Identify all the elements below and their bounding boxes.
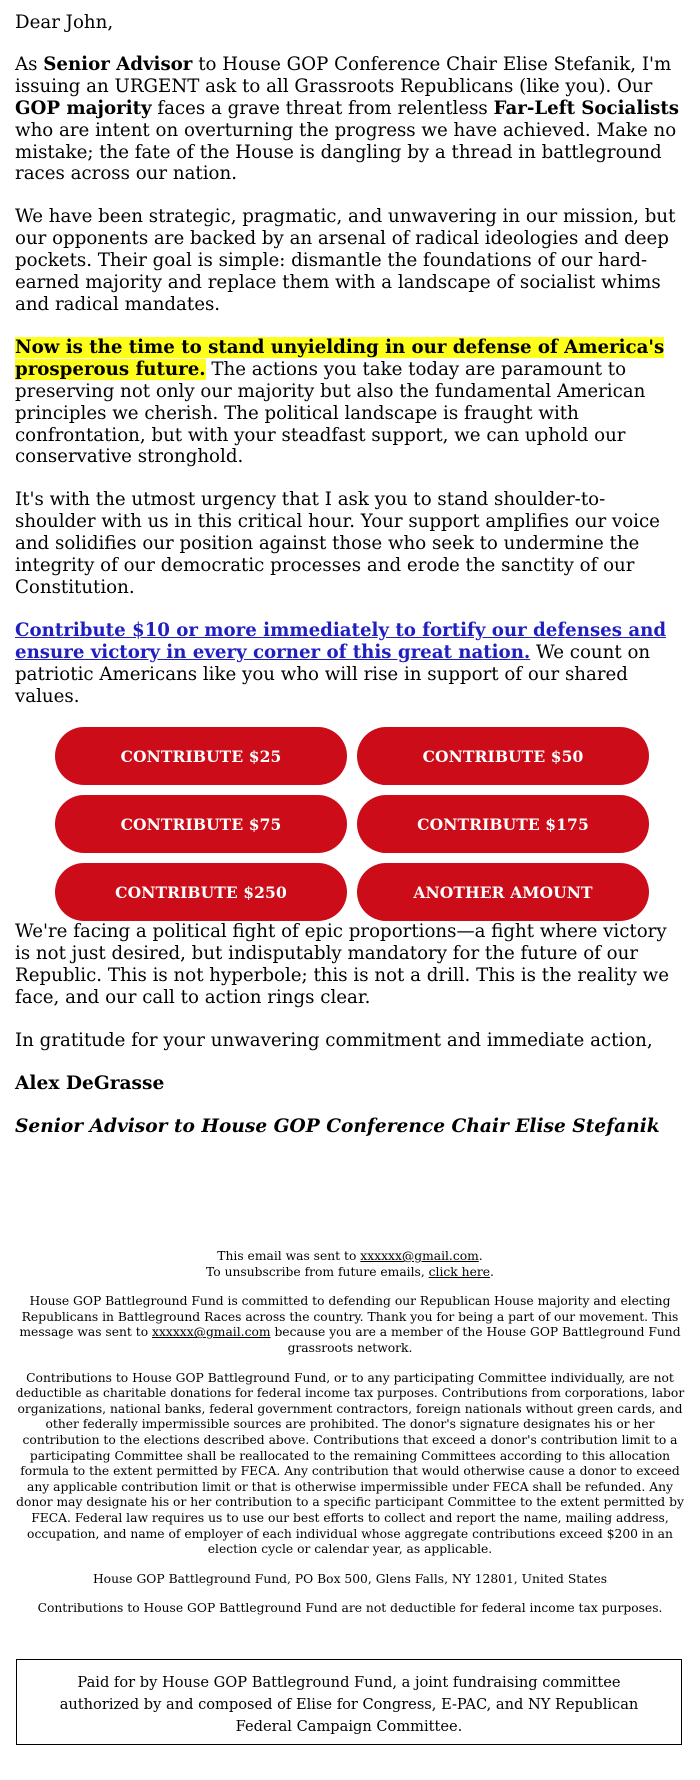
paragraph-fight: We're facing a political fight of epic proportions—a fight where victory is not just desired, but indisputably mandatory for the future of our Republic. This is not hyperbole; this is not a drill. This is the reality we face, and our call to action rings clear. (15, 921, 669, 1009)
intro-bold-3: Far-Left Socialists (493, 97, 680, 119)
unsubscribe-text: To unsubscribe from future emails, (206, 1264, 429, 1279)
committed-paragraph (15, 1294, 685, 1356)
signature-title: Senior Advisor to House GOP Conference Chair Elise Stefanik (15, 1116, 660, 1137)
paid-for-box: Paid for by House GOP Battleground Fund, a joint fundraising committee authorized by and composed of Elise for Congress, E-PAC, and NY Republican Federal Campaign Committee. (16, 1659, 682, 1745)
sent-to-period: . (478, 1249, 483, 1263)
paragraph-cta-rest: We count on patriotic Americans like you who will rise in support of our shared values. (15, 641, 651, 707)
legal-disclaimer: Contributions to House GOP Battleground Fund, or to any participating Committee individually, are not deductible as charitable donations for federal income tax purposes. Contributions from corporations, labor organizations, national banks, federal government contractors, foreign nationals without green cards, and other federally impermissible sources are prohibited. The donor's signature designates his or her contribution to the elections described above. Contributions that exceed a donor's contribution limit to a participating Committee shall be reallocated to the remaining Committees according to this allocation formula to the extent permitted by FECA. Any contribution that would otherwise cause a donor to exceed any applicable contribution limit or that is otherwise impermissible under FECA shall be refunded. Any donor may designate his or her contribution to a specific participant Committee to the extent permitted by FECA. Federal law requires us to use our best efforts to collect and report the name, mailing address, occupation, and name of employer of each individual whose aggregate contributions exceed $200 in an election cycle or calendar year, as applicable. (15, 1370, 685, 1557)
contribute-175-button[interactable]: CONTRIBUTE $175 (357, 795, 649, 853)
unsubscribe-period: . (490, 1264, 494, 1279)
contribute-link[interactable]: Contribute $10 or more immediately to fortify our defenses and ensure victory in every corner of this great nation. (15, 619, 667, 663)
email-body (15, 12, 685, 1159)
contribute-button-grid (55, 727, 685, 921)
committed-email-link[interactable]: xxxxxx@gmail.com (152, 1325, 271, 1340)
contribute-25-button[interactable]: CONTRIBUTE $25 (55, 727, 347, 785)
email-footer (15, 1249, 685, 1617)
sent-to-email-link[interactable]: xxxxxx@gmail.com (360, 1249, 479, 1263)
sent-to-text: This email was sent to (217, 1249, 361, 1263)
mailing-address: House GOP Battleground Fund, PO Box 500, Glens Falls, NY 12801, United States (92, 1571, 608, 1586)
greeting: Dear John, (15, 12, 114, 33)
intro-text-4: who are intent on overturning the progress we have achieved. Make no mistake; the fate of the House is dangling by a thread in battleground races across our nation. (15, 119, 677, 185)
paragraph-strategy: We have been strategic, pragmatic, and unwavering in our mission, but our opponents are backed by an arsenal of radical ideologies and deep pockets. Their goal is simple: dismantle the foundations of our hard-earned majority and replace them with a landscape of socialist whims and radical mandates. (15, 206, 676, 315)
signature (15, 1073, 685, 1138)
signature-name: Alex DeGrasse (15, 1073, 165, 1094)
closing-line: In gratitude for your unwavering commitment and immediate action, (15, 1030, 653, 1052)
paragraph-cta (15, 620, 685, 708)
intro-text-3: faces a grave threat from relentless (151, 97, 494, 119)
intro-text-1: As (15, 53, 44, 75)
another-amount-button[interactable]: ANOTHER AMOUNT (357, 863, 649, 921)
paragraph-urgency: It's with the utmost urgency that I ask you to stand shoulder-to-shoulder with us in this critical hour. Your support amplifies our voice and solidifies our position against those who seek to undermine the integrity of our democratic processes and erode the sanctity of our Constitution. (15, 489, 660, 598)
highlighted-text: Now is the time to stand unyielding in our defense of America's prosperous future. (15, 336, 665, 380)
unsubscribe-line (15, 1265, 685, 1281)
sent-to-line (15, 1249, 685, 1265)
unsubscribe-link[interactable]: click here (428, 1264, 491, 1279)
paragraph-now-rest: The actions you take today are paramount to preserving not only our majority but also the fundamental American principles we cherish. The political landscape is fraught with confrontation, but with your steadfast support, we can uphold our conservative stronghold. (15, 358, 646, 468)
paragraph-intro (15, 54, 685, 185)
paragraph-now (15, 337, 685, 468)
committed-text-a: House GOP Battleground Fund is committed to defending our Republican House majority and electing Republicans in Battleground Races across the country. Thank you for being a part of our movement. This message was sent to (19, 1294, 679, 1340)
not-deductible-notice: Contributions to House GOP Battleground Fund are not deductible for federal income tax purposes. (37, 1601, 663, 1616)
intro-text-2: to House GOP Conference Chair Elise Stefanik, I'm issuing an URGENT ask to all Grassroots Republicans (like you). Our (15, 53, 672, 97)
contribute-50-button[interactable]: CONTRIBUTE $50 (357, 727, 649, 785)
intro-bold-1: Senior Advisor (43, 53, 193, 75)
intro-bold-2: GOP majority (15, 97, 152, 119)
committed-text-b: because you are a member of the House GOP Battleground Fund grassroots network. (270, 1325, 681, 1355)
contribute-75-button[interactable]: CONTRIBUTE $75 (55, 795, 347, 853)
contribute-250-button[interactable]: CONTRIBUTE $250 (55, 863, 347, 921)
